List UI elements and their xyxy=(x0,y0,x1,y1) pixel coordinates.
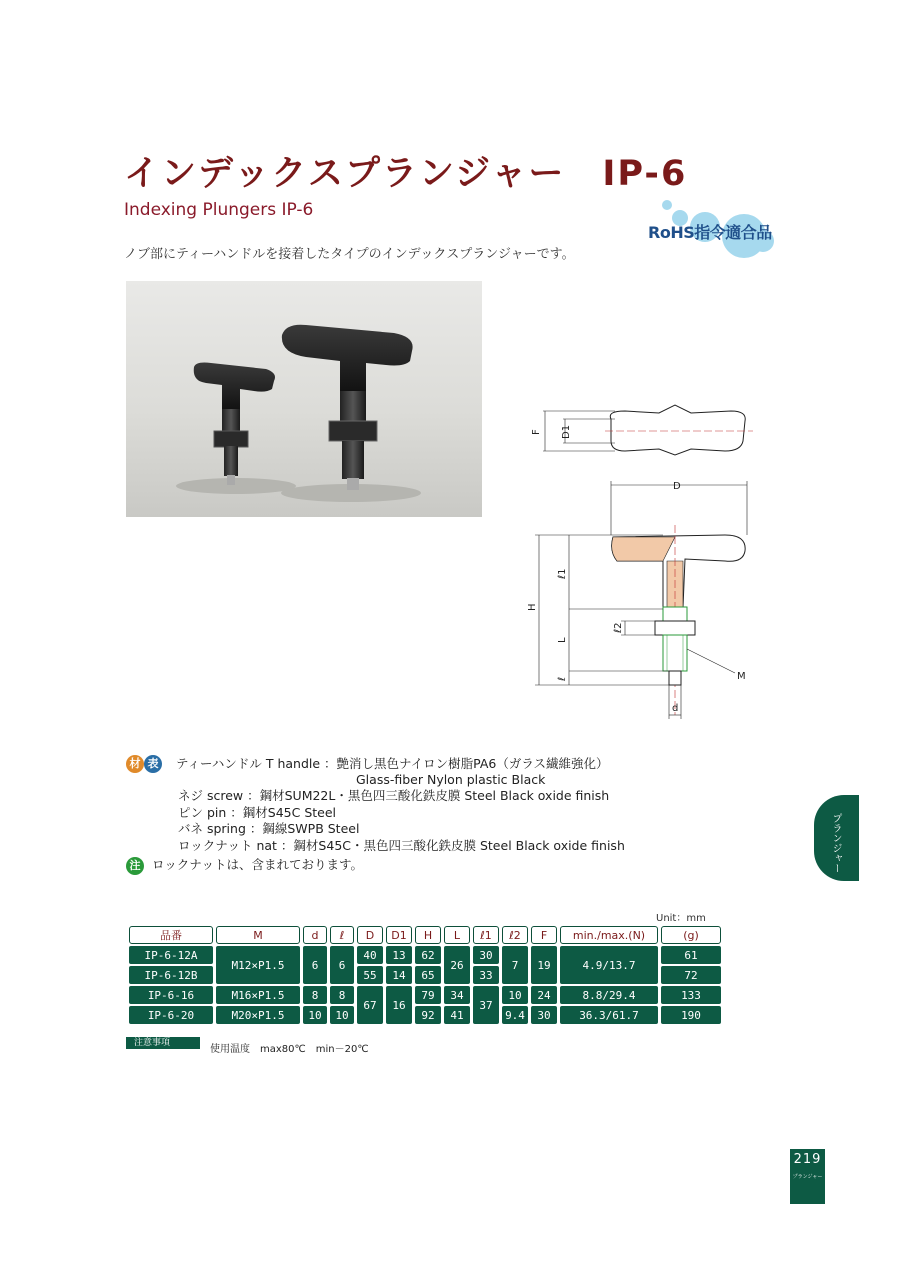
col-force: min./max.(N) xyxy=(560,926,658,944)
unit-label: Unit：mm xyxy=(656,913,706,924)
table-row xyxy=(129,986,721,1004)
dim-label-f: F xyxy=(531,429,542,435)
product-description: ノブ部にティーハンドルを接着したタイプのインデックスプランジャーです。 xyxy=(124,247,575,262)
cell-m: M16×P1.5 xyxy=(216,986,300,1004)
cell-part: IP-6-20 xyxy=(129,1006,213,1024)
cell-big-l: 41 xyxy=(444,1006,470,1024)
col-big-d: D xyxy=(357,926,383,944)
material-line-screw: ネジ screw ：鋼材SUM22L・黒色四三酸化鉄皮膜 Steel Black oxide finish xyxy=(178,788,610,804)
rohs-badge xyxy=(640,200,780,270)
dim-label-m: M xyxy=(737,671,746,682)
cell-part: IP-6-16 xyxy=(129,986,213,1004)
cell-l1: 37 xyxy=(473,986,499,1024)
col-m: M xyxy=(216,926,300,944)
page-category: プランジャー xyxy=(792,1174,823,1180)
cell-l2: 9.4 xyxy=(502,1006,528,1024)
side-tab-label: プランジャー xyxy=(830,813,841,873)
dim-label-d1: D1 xyxy=(561,424,572,439)
cell-l: 6 xyxy=(330,946,354,984)
cell-h: 62 xyxy=(415,946,441,964)
dim-label-ell: ℓ xyxy=(557,676,568,681)
cell-l2: 7 xyxy=(502,946,528,984)
dimension-diagram xyxy=(525,385,765,725)
caution-label: 注意事項 xyxy=(126,1037,200,1049)
dim-label-d: D xyxy=(673,481,681,492)
dim-label-l: L xyxy=(557,637,568,643)
dim-label-small-d: d xyxy=(672,703,679,714)
cell-l: 10 xyxy=(330,1006,354,1024)
material-line-handle: ティーハンドル T handle ：艶消し黒色ナイロン樹脂PA6（ガラス繊維強化） xyxy=(175,755,609,771)
caution-text: 使用温度 max80℃ min－20℃ xyxy=(210,1044,369,1055)
col-big-l: L xyxy=(444,926,470,944)
note-text-nut: ロックナットは、含まれております。 xyxy=(151,857,363,873)
cell-d1: 16 xyxy=(386,986,412,1024)
cell-big-l: 34 xyxy=(444,986,470,1004)
page-number: 219 xyxy=(793,1152,822,1167)
table-row xyxy=(129,946,721,964)
cell-h: 79 xyxy=(415,986,441,1004)
cell-m: M12×P1.5 xyxy=(216,946,300,984)
table-row xyxy=(129,1006,721,1024)
cell-weight: 133 xyxy=(661,986,721,1004)
col-d: d xyxy=(303,926,327,944)
cell-big-d: 40 xyxy=(357,946,383,964)
category-side-tab[interactable] xyxy=(814,795,859,881)
rohs-label: RoHS指令適合品 xyxy=(648,223,772,242)
cell-big-l: 26 xyxy=(444,946,470,984)
col-l: ℓ xyxy=(330,926,354,944)
cell-l1: 30 xyxy=(473,946,499,964)
material-line-nut: ロックナット nat ：鋼材S45C・黒色四三酸化鉄皮膜 Steel Black oxide finish xyxy=(178,837,625,853)
col-part: 品番 xyxy=(129,926,213,944)
cell-d: 8 xyxy=(303,986,327,1004)
cell-l1: 33 xyxy=(473,966,499,984)
cell-weight: 190 xyxy=(661,1006,721,1024)
material-badge: 材 xyxy=(126,755,144,773)
col-l1: ℓ1 xyxy=(473,926,499,944)
cell-force: 8.8/29.4 xyxy=(560,986,658,1004)
col-weight: (g) xyxy=(661,926,721,944)
cell-part: IP-6-12B xyxy=(129,966,213,984)
material-line-spring: バネ spring ：鋼線SWPB Steel xyxy=(178,821,360,837)
col-d1: D1 xyxy=(386,926,412,944)
cell-h: 92 xyxy=(415,1006,441,1024)
product-photo xyxy=(126,281,482,517)
material-line-pin: ピン pin ：鋼材S45C Steel xyxy=(178,804,337,820)
page-number-block xyxy=(790,1149,825,1204)
cell-d: 10 xyxy=(303,1006,327,1024)
cell-f: 19 xyxy=(531,946,557,984)
col-l2: ℓ2 xyxy=(502,926,528,944)
material-line-handle-en: Glass-fiber Nylon plastic Black xyxy=(356,771,546,787)
cell-d1: 13 xyxy=(386,946,412,964)
cell-part: IP-6-12A xyxy=(129,946,213,964)
cell-f: 30 xyxy=(531,1006,557,1024)
table-header-row xyxy=(129,926,721,944)
surface-badge: 表 xyxy=(144,755,162,773)
cell-weight: 61 xyxy=(661,946,721,964)
spec-table xyxy=(126,924,724,1026)
cell-f: 24 xyxy=(531,986,557,1004)
cell-big-d: 67 xyxy=(357,986,383,1024)
cell-d1: 14 xyxy=(386,966,412,984)
cell-h: 65 xyxy=(415,966,441,984)
cell-force: 4.9/13.7 xyxy=(560,946,658,984)
cell-big-d: 55 xyxy=(357,966,383,984)
dim-label-l1: ℓ1 xyxy=(557,568,568,579)
col-h: H xyxy=(415,926,441,944)
cell-l2: 10 xyxy=(502,986,528,1004)
materials-list xyxy=(126,755,625,873)
note-row xyxy=(126,857,625,874)
cell-d: 6 xyxy=(303,946,327,984)
cell-m: M20×P1.5 xyxy=(216,1006,300,1024)
note-badge: 注 xyxy=(126,857,144,875)
page-subtitle: Indexing Plungers IP-6 xyxy=(124,200,314,220)
col-f: F xyxy=(531,926,557,944)
cell-force: 36.3/61.7 xyxy=(560,1006,658,1024)
page-title: インデックスプランジャー IP-6 xyxy=(124,154,688,194)
dim-label-h: H xyxy=(527,603,538,611)
material-row xyxy=(126,755,625,772)
technical-drawing xyxy=(525,385,765,725)
dim-label-l2: ℓ2 xyxy=(613,622,624,633)
cell-l: 8 xyxy=(330,986,354,1004)
bubble-icon xyxy=(662,200,672,210)
plunger-photo-image xyxy=(126,281,482,517)
cell-weight: 72 xyxy=(661,966,721,984)
